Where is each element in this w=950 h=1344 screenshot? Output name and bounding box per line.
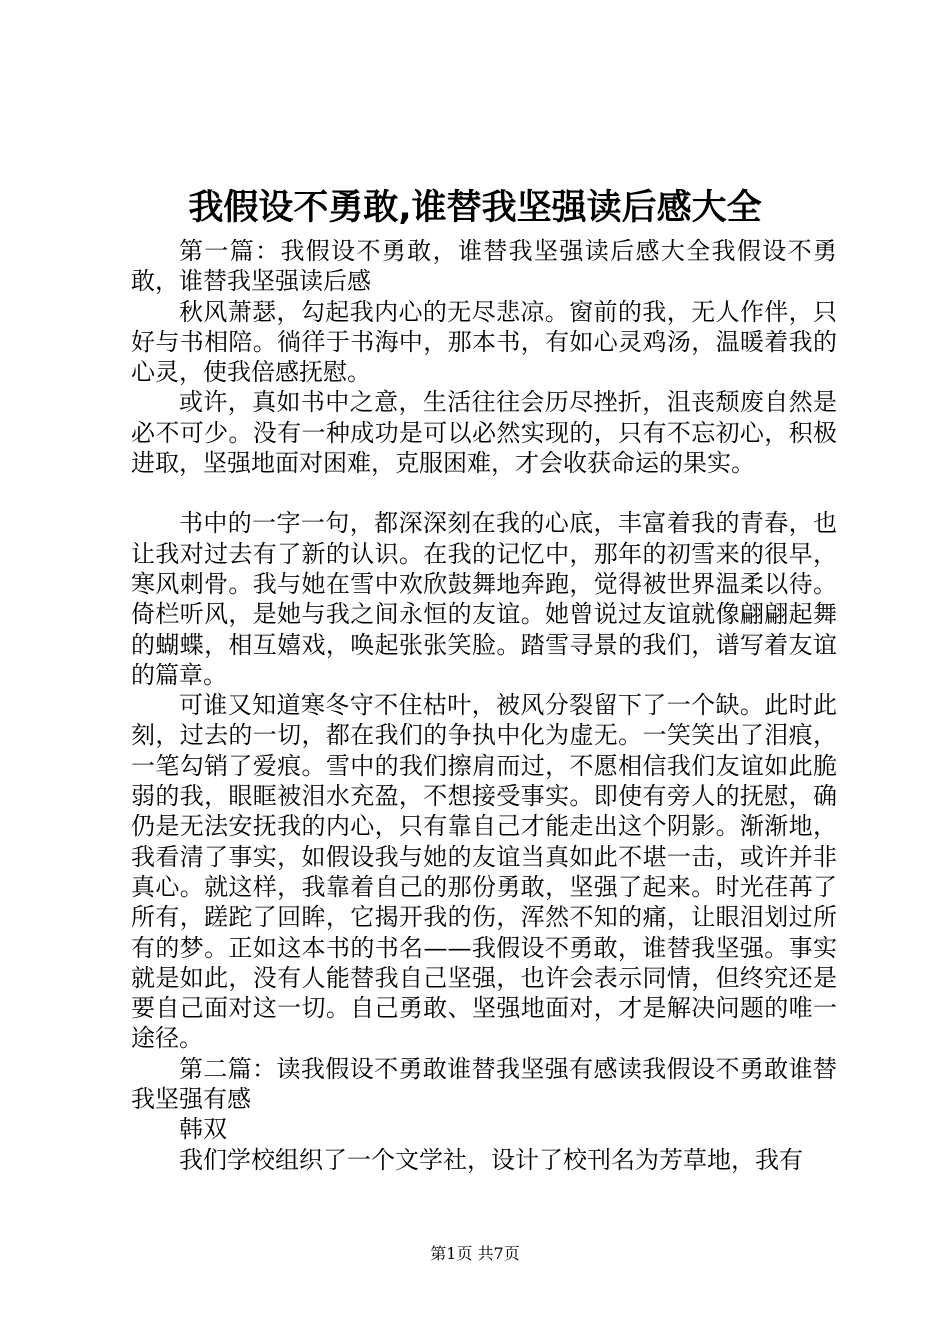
document-title: 我假设不勇敢,谁替我坚强读后感大全: [188, 188, 762, 228]
paragraph-2: 秋风萧瑟，勾起我内心的无尽悲凉。窗前的我，无人作伴，只好与书相陪。徜徉于书海中，那本书，有如心灵鸡汤，温暖着我的心灵，使我倍感抚慰。: [131, 297, 837, 387]
author-name: 韩双: [179, 1115, 227, 1144]
paragraph-5: 可谁又知道寒冬守不住枯叶，被风分裂留下了一个缺。此时此刻，过去的一切，都在我们的争执中化为虚无。一笑笑出了泪痕，一笔勾销了爱痕。雪中的我们擦肩而过，不愿相信我们友谊如此脆弱的我，眼眶被泪水充盈，不想接受事实。即使有旁人的抚慰，确仍是无法安抚我的内心，只有靠自己才能走出这个阴影。渐渐地，我看清了事实，如假设我与她的友谊当真如此不堪一击，或许并非真心。就这样，我靠着自己的那份勇敢，坚强了起来。时光荏苒了所有，蹉跎了回眸，它揭开我的伤，浑然不知的痛，让眼泪划过所有的梦。正如这本书的书名——我假设不勇敢，谁替我坚强。事实就是如此，没有人能替我自己坚强，也许会表示同情，但终究还是要自己面对这一切。自己勇敢、坚强地面对，才是解决问题的唯一途径。: [131, 691, 837, 1053]
page-number-footer: 第1页 共7页: [430, 1244, 520, 1263]
paragraph-4: 书中的一字一句，都深深刻在我的心底，丰富着我的青春，也让我对过去有了新的认识。在我的记忆中，那年的初雪来的很早，寒风刺骨。我与她在雪中欢欣鼓舞地奔跑，觉得被世界温柔以待。倚栏听风，是她与我之间永恒的友谊。她曾说过友谊就像翩翩起舞的蝴蝶，相互嬉戏，唤起张张笑脸。踏雪寻景的我们，谱写着友谊的篇章。: [131, 509, 837, 689]
paragraph-7: 我们学校组织了一个文学社，设计了校刊名为芳草地，我有: [179, 1145, 803, 1174]
paragraph-6: 第二篇：读我假设不勇敢谁替我坚强有感读我假设不勇敢谁替我坚强有感: [131, 1054, 837, 1114]
document-body: [131, 236, 837, 1175]
paragraph-1: 第一篇：我假设不勇敢，谁替我坚强读后感大全我假设不勇敢，谁替我坚强读后感: [131, 237, 837, 296]
paragraph-3: 或许，真如书中之意，生活往往会历尽挫折，沮丧颓废自然是必不可少。没有一种成功是可以必然实现的，只有不忘初心，积极进取，坚强地面对困难，克服困难，才会收获命运的果实。: [131, 388, 837, 478]
paragraph-spacer: [131, 478, 837, 508]
